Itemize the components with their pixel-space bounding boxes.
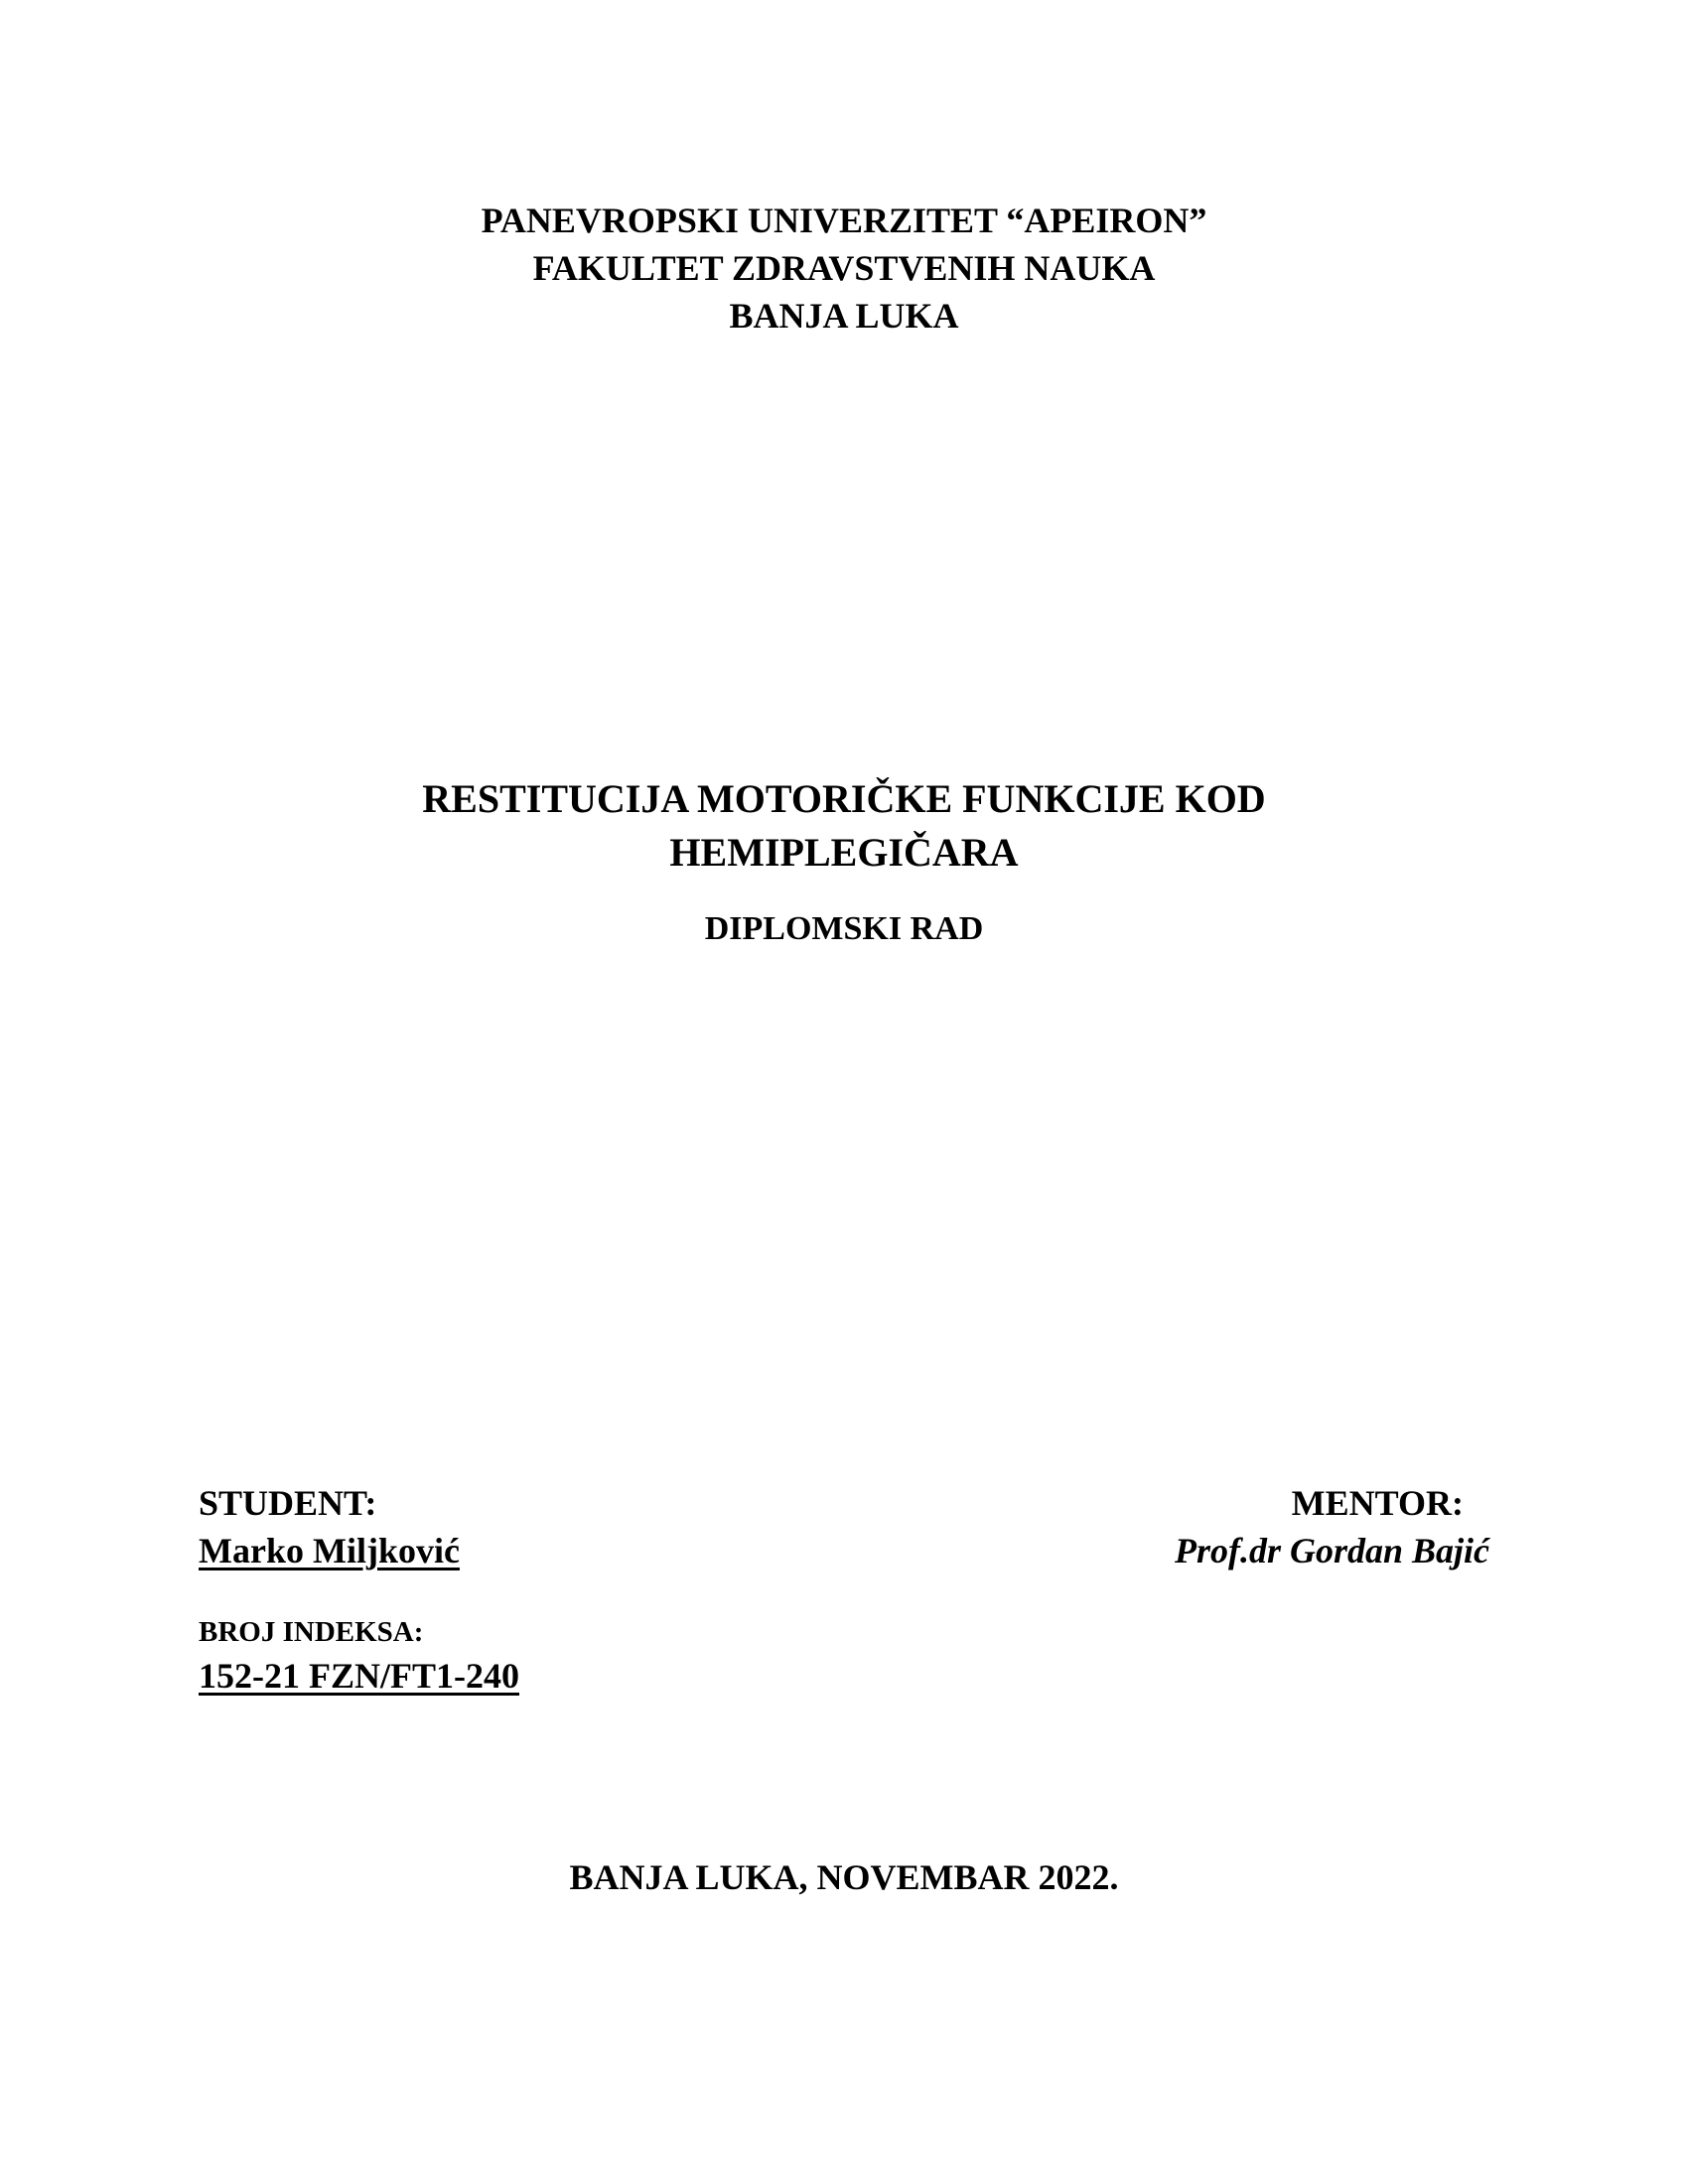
student-name: Marko Miljković [199, 1531, 460, 1570]
city-name: BANJA LUKA [729, 296, 959, 336]
student-block [199, 1479, 519, 1700]
institution-header [0, 197, 1688, 340]
university-name: PANEVROPSKI UNIVERZITET “APEIRON” [481, 201, 1207, 240]
mentor-label: MENTOR: [1291, 1483, 1464, 1523]
student-label: STUDENT: [199, 1483, 377, 1523]
thesis-type: DIPLOMSKI RAD [704, 910, 984, 947]
thesis-title-line-1: RESTITUCIJA MOTORIČKE FUNKCIJE KOD [422, 776, 1266, 821]
thesis-title-line-2: HEMIPLEGIČARA [669, 830, 1019, 875]
mentor-name: Prof.dr Gordan Bajić [1174, 1531, 1489, 1570]
index-label: BROJ INDEKSA: [199, 1616, 424, 1648]
index-number: 152-21 FZN/FT1-240 [199, 1656, 519, 1696]
thesis-title [0, 772, 1688, 880]
faculty-name: FAKULTET ZDRAVSTVENIH NAUKA [532, 248, 1156, 288]
mentor-block [1175, 1479, 1489, 1574]
place-and-date: BANJA LUKA, NOVEMBAR 2022. [569, 1857, 1119, 1897]
